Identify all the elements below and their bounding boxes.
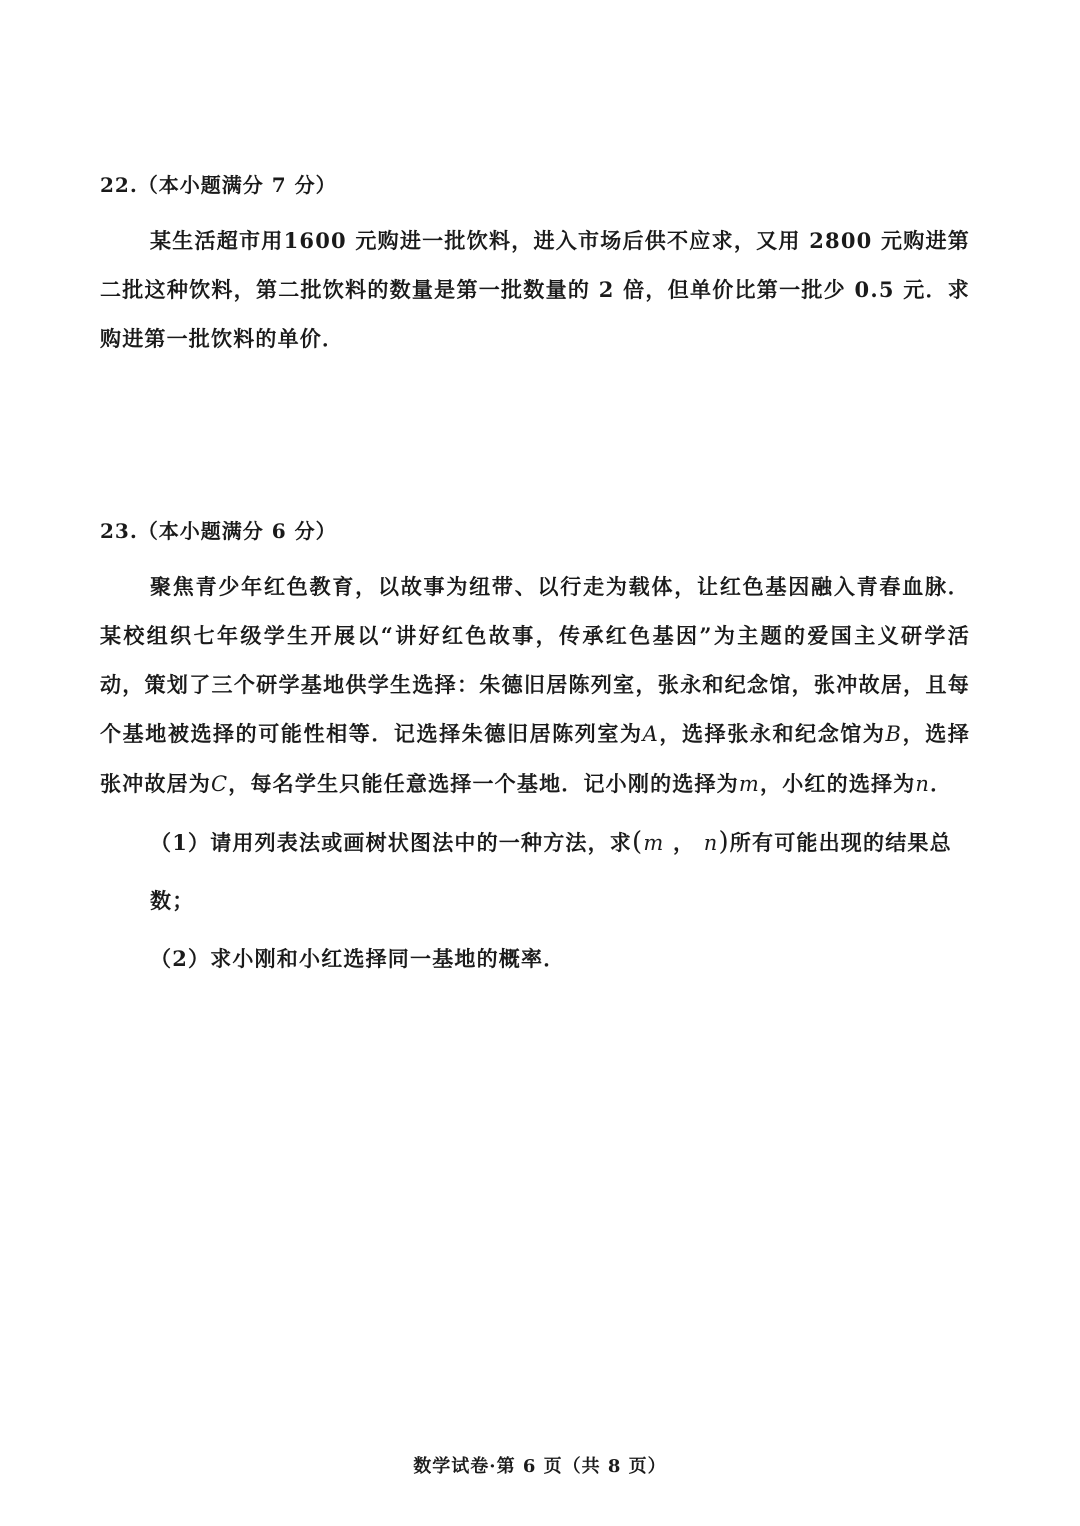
variable-a: A	[642, 722, 660, 746]
question-22-body: 某生活超市用1600 元购进一批饮料，进入市场后供不应求，又用 2800 元购进第二批这种饮料，第二批饮料的数量是第一批数量的 2 倍，但单价比第一批少 0.5 元．求购进第一批饮料的单价．	[100, 228, 970, 351]
question-23-body-mid2: ，选择张冲故居为	[100, 721, 971, 796]
question-23-body-mid4: ，小红的选择为	[760, 771, 916, 796]
pair-n: n	[703, 831, 719, 855]
variable-c: C	[211, 772, 229, 796]
part-1-suffix: 所有可能出现的结果总数；	[150, 830, 952, 913]
open-paren: (	[632, 827, 644, 857]
question-23-heading: 23.（本小题满分 6 分）	[100, 519, 337, 543]
variable-m: m	[738, 772, 761, 796]
question-22	[100, 172, 970, 363]
question-23-part-2: （2）求小刚和小红选择同一基地的概率．	[150, 946, 566, 971]
close-paren: )	[718, 827, 730, 857]
question-23-part-1	[100, 813, 970, 930]
pair-m: m	[643, 831, 665, 855]
variable-n: n	[915, 772, 931, 796]
question-23-body	[100, 562, 970, 809]
question-23	[100, 518, 970, 988]
question-23-body-mid1: ，选择张永和纪念馆为	[659, 721, 886, 746]
pair-comma: ，	[664, 830, 704, 855]
question-23-body-end: ．	[930, 771, 953, 796]
question-22-heading: 22.（本小题满分 7 分）	[100, 173, 337, 197]
question-23-body-text: 聚焦青少年红色教育，以故事为纽带、以行走为载体，让红色基因融入青春血脉．某校组织七年级学生开展以“讲好红色故事，传承红色基因”为主题的爱国主义研学活动，策划了三个研学基地供学生选择：朱德旧居陈列室，张永和纪念馆，张冲故居，且每个基地被选择的可能性相等．记选择朱德旧居陈列室为	[100, 574, 970, 746]
question-23-body-mid3: ，每名学生只能任意选择一个基地．记小刚的选择为	[228, 771, 739, 796]
part-1-prefix: （1）请用列表法或画树状图法中的一种方法，求	[150, 830, 633, 855]
page-footer: 数学试卷·第 6 页（共 8 页）	[413, 1456, 667, 1477]
variable-b: B	[885, 722, 903, 746]
